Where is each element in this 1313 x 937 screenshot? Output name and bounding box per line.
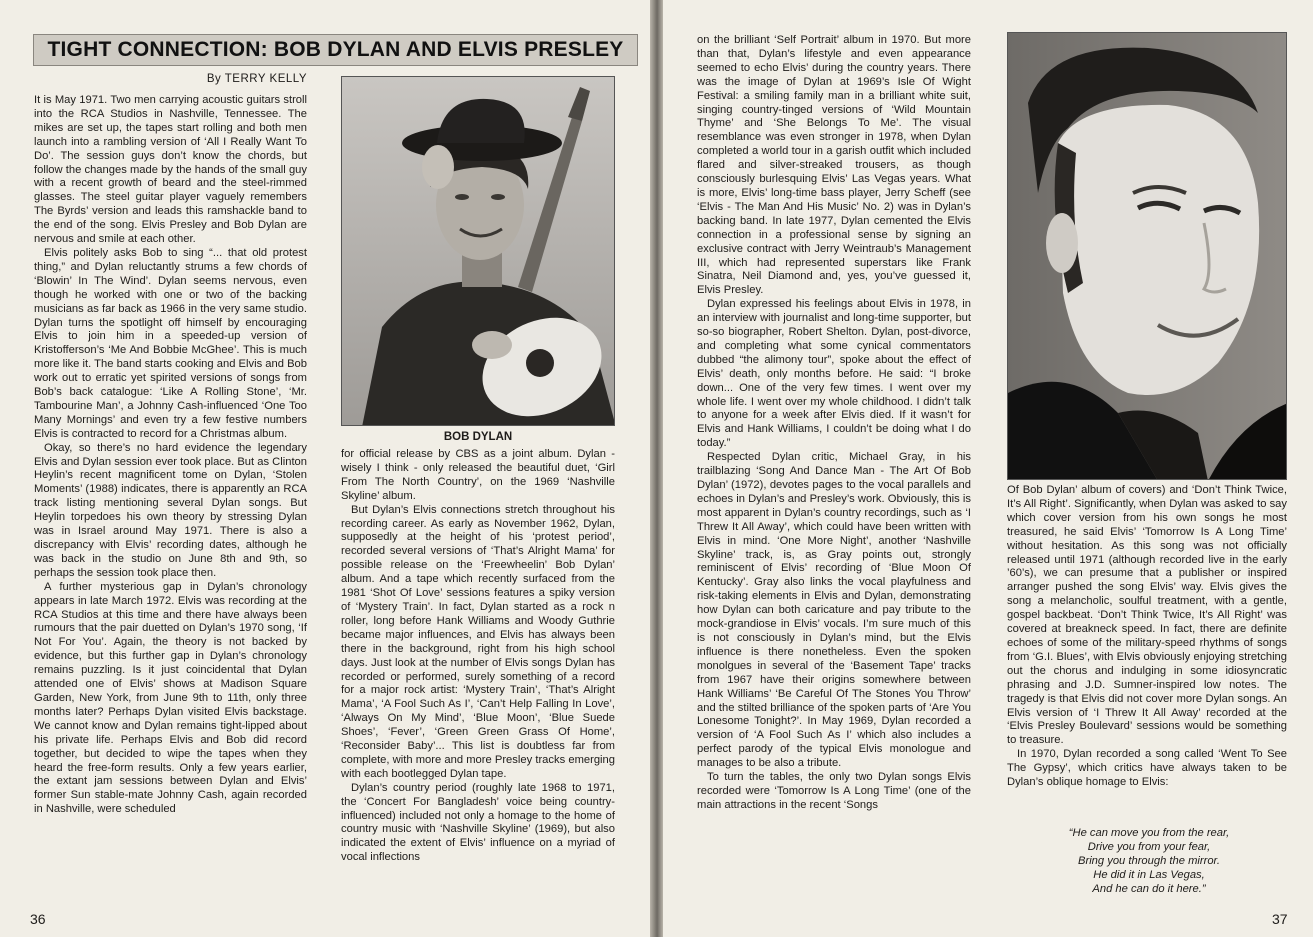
paragraph: But Dylan’s Elvis connections stretch throughout his recording career. As early as November 1962, Dylan, supposedly at the height of his ‘protest period’, recorded several versions of ‘That’s Alright Mama’ for possible release on the ‘Freewheelin’ Bob Dylan’ album. And a tape which recently surfaced from the 1981 ‘Shot Of Love’ sessions features a spiky version of ‘Mystery Train’. In fact, Dylan started as a rock n roller, long before Hank Williams and Woody Guthrie became major influences, and Elvis has always been there in the background, right from his high school days. Just look at the number of Elvis songs Dylan has recorded or performed, surely something of a record for a major rock artist: ‘Mystery Train’, ‘That’s Alright Mama’, ‘A Fool Such As I’, ‘Can’t Help Falling In Love’, ‘Always On My Mind’, ‘Blue Moon’, ‘Blue Suede Shoes’, ‘Fever’, ‘Green Green Grass Of Home’, ‘Reconsider Baby’... This list is doubtless far from complete, with more and more Presley tracks emerging with each bootlegged Dylan tape. [341,503,615,780]
paragraph: on the brilliant ‘Self Portrait’ album in 1970. But more than that, Dylan’s lifestyle and even appearance seemed to echo Elvis’ during the country years. There was the image of Dylan at 1969’s Isle Of Wight Festival: a smiling family man in a brilliant white suit, singing country-tinged versions of ‘Wild Mountain Thyme’ and ‘She Belongs To Me’. The visual resemblance was even stronger in 1978, when Dylan completed a world tour in a garish outfit which included flared and silver-streaked trousers, as though consciously burlesquing Elvis’ Las Vegas years. What is more, Elvis’ long-time bass player, Jerry Scheff (see ‘Elvis - The Man And His Music’ No. 2) was in Dylan’s backing band. In late 1977, Dylan cemented the Elvis connection in a professional sense by signing an exclusive contract with Jerry Weintraub’s Management III, which had represented superstars like Frank Sinatra, Neil Diamond and, yes, you’ve guessed it, Elvis Presley. [697,34,971,297]
lyric-line: “He can move you from the rear, [1068,827,1230,839]
paragraph: A further mysterious gap in Dylan’s chronology appears in late March 1972. Elvis was recording at the RCA Studios at this time and there have always been rumours that the pair duetted on Dylan’s 1970 song, ‘If Not For You’. Again, the theory is not backed by evidence, but this further gap in Dylan’s chronology remains puzzling. Is it just coincidental that Dylan attended one of Elvis’ shows at Madison Square Garden, New York, from June 9th to 11th, only three months later? Perhaps Dylan visited Elvis backstage. We cannot know and Dylan remains tight-lipped about his private life. Perhaps Elvis and Bob did record together, but decided to wipe the tapes when they heard the free-form results. Only a few years earlier, the extant jam sessions between Dylan and Elvis’ former Sun stable-mate Johnny Cash, again recorded in Nashville, were scheduled [34,580,307,816]
byline: By TERRY KELLY [206,73,307,85]
photo-caption: BOB DYLAN [443,431,513,443]
lyric-line: Drive you from your fear, [1087,841,1211,853]
left-column-2 [341,448,615,900]
paragraph: It is May 1971. Two men carrying acoustic guitars stroll into the RCA Studios in Nashville, Tennessee. The mikes are set up, the tapes start rolling and both men launch into a rambling version of ‘All I Really Want To Do’. The session guys don’t know the chords, but follow the changes made by the hands of the small guy with a recent growth of beard and the steel-rimmed glasses. The steel guitar player vaguely remembers The Byrds’ version and leads this ramshackle band to the end of the song. Elvis Presley and Bob Dylan are nervous and smile at each other. [34,94,307,246]
left-page [0,0,650,937]
elvis-presley-portrait-icon [1008,33,1287,480]
article-title: TIGHT CONNECTION: BOB DYLAN AND ELVIS PRESLEY [47,38,624,61]
title-bar [33,34,638,66]
page-number-right: 37 [1272,911,1288,927]
bob-dylan-portrait-icon [342,77,615,426]
elvis-presley-photo [1007,32,1287,480]
paragraph: Okay, so there’s no hard evidence the legendary Elvis and Dylan session ever took place. But as Clinton Heylin’s recent magnificent tome on Dylan, ‘Stolen Moments’ (1988) indicates, there is apparently an RCA track listing mentioning several Dylan songs. But Heylin torpedoes his own theory by stressing Dylan was in Israel around May 1971. There is also a discrepancy with Elvis’ recording dates, although he was back in the studio on June 8th and 9th, so perhaps the session took place then. [34,441,307,579]
right-page [663,0,1313,937]
paragraph: for official release by CBS as a joint album. Dylan - wisely I think - only released the beautiful duet, ‘Girl From The North Country’, on the 1969 ‘Nashville Skyline’ album. [341,448,615,502]
page-number-left: 36 [30,911,46,927]
right-column-1 [697,34,971,900]
lyric-line: And he can do it here.” [1092,883,1206,895]
lyric-line: He did it in Las Vegas, [1093,869,1205,881]
paragraph: Dylan’s country period (roughly late 1968 to 1971, the ‘Concert For Bangladesh’ voice being country-influenced) included not only a homage to the home of country music with ‘Nashville Skyline’ (1969), but also indicated the extent of Elvis’ influence on a myriad of vocal inflections [341,781,615,864]
paragraph: Elvis politely asks Bob to sing “... that old protest thing,” and Dylan reluctantly strums a few chords of ‘Blowin’ In The Wind’. Dylan seems nervous, even though he worked with one or two of the backing musicians as far back as 1966 in the very same studio. Dylan turns the spotlight off himself by encouraging Elvis to join him in a speeded-up version of Kristofferson’s ‘Me And Bobbie McGhee’. This is much more like it. The band starts cooking and Elvis and Bob work out to erratic yet spirited versions of songs from Bob’s back catalogue: ‘Like A Rolling Stone’, ‘Mr. Tambourine Man’, a Johnny Cash-influenced ‘One Too Many Mornings’ and even try a few festive numbers Elvis is contracted to record for a Christmas album. [34,246,307,440]
book-gutter [650,0,663,937]
left-column-1 [34,94,307,900]
right-column-2 [1007,484,1287,824]
paragraph: Respected Dylan critic, Michael Gray, in his trailblazing ‘Song And Dance Man - The Art Of Bob Dylan’ (1972), devotes pages to the vocal parallels and echoes in Dylan’s and Presley’s work. Obviously, this is most apparent in Dylan’s country recordings, such as ‘I Threw It All Away’, which could have been written with Elvis in mind. ‘One More Night’, another ‘Nashville Skyline’ track, is, as Gray points out, strongly reminiscent of Elvis’ recording of ‘Blue Moon Of Kentucky’. Gray also links the vocal playfulness and risk-taking elements in Elvis and Dylan, demonstrating how Dylan can both caricature and pay tribute to the mock-grandiose in Elvis’ vocals. I’m sure much of this is not consciously in Dylan’s mind, but the Elvis influence is there nonetheless. Even the spoken monolgues in several of the ‘Basement Tape’ tracks from 1967 have their origins somewhere between Hank Williams’ ‘Be Careful Of The Stones You Throw’ and the stilted brilliance of the spoken parts of ‘Are You Lonesome Tonight?’. In May 1969, Dylan recorded a version of ‘A Fool Such As I’ which also includes a perfect parody of the typical Elvis monologue and manages to be also a tribute. [697,451,971,770]
lyric-line: Bring you through the mirror. [1078,855,1220,867]
paragraph: To turn the tables, the only two Dylan songs Elvis recorded were ‘Tomorrow Is A Long Time’ (one of the main attractions in the recent ‘Songs [697,771,971,811]
paragraph: In 1970, Dylan recorded a song called ‘Went To See The Gypsy’, which critics have always taken to be Dylan’s oblique homage to Elvis: [1007,748,1287,789]
song-lyric-quote [1014,826,1284,896]
bob-dylan-photo [341,76,615,426]
paragraph: Dylan expressed his feelings about Elvis in 1978, in an interview with journalist and long-time supporter, but so-so biographer, Robert Shelton. Dylan, post-divorce, and completing what some cynical commentators dubbed “the alimony tour”, spoke about the effect of Elvis’ death, only months before. He said: “I broke down... One of the very few times. I went over my whole life. I went over my whole childhood. I didn’t talk to anyone for a week after Elvis died. If it wasn’t for Elvis and Hank Williams, I couldn’t be doing what I do today.” [697,298,971,450]
paragraph: Of Bob Dylan’ album of covers) and ‘Don’t Think Twice, It’s All Right’. Significantly, when Dylan was asked to say which cover version from his own songs he most treasured, he said Elvis’ ‘Tomorrow Is A Long Time’ without hesitation. As this song was not officially released until 1971 (although recorded live in the early ’60’s), we can presume that a publisher or inspired arranger pushed the song Elvis’ way. Elvis gives the song a melancholic, soulful treatment, with a gentle, gospel backbeat. ‘Don’t Think Twice, It’s All Right’ was covered at breakneck speed. In fact, there are definite echoes of some of the military-speed rhythms of songs from ‘G.I. Blues’, with Elvis obviously enjoying stretching out the chorus and indulging in some idiosyncratic phrasing and J.D. Sumner-inspired low notes. The tragedy is that Elvis did not cover more Dylan songs. An Elvis version of ‘I Threw It All Away’ recorded at the ‘Elvis Presley Boulevard’ sessions would be something to treasure. [1007,484,1287,747]
